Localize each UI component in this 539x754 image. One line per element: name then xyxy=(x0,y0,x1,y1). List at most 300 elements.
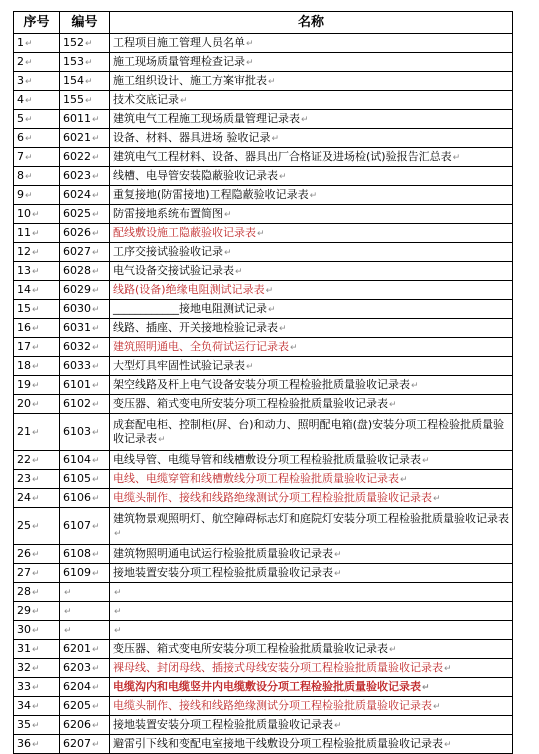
cell-form-code-text: 6026 xyxy=(63,225,91,239)
paragraph-mark-icon: ↵ xyxy=(85,38,93,49)
table-row xyxy=(14,34,513,53)
cell-form-code xyxy=(60,583,110,602)
table-row xyxy=(14,545,513,564)
cell-form-name xyxy=(110,564,513,583)
cell-form-code-text: 6107 xyxy=(63,518,91,532)
table-row xyxy=(14,224,513,243)
cell-form-code-text: 152 xyxy=(63,35,84,49)
cell-form-name-text: 大型灯具牢固性试验记录表 xyxy=(113,358,245,372)
table-body xyxy=(14,34,513,754)
cell-form-code xyxy=(60,451,110,470)
cell-form-code xyxy=(60,602,110,621)
table-row xyxy=(14,697,513,716)
cell-form-name-text: 工程项目施工管理人员名单 xyxy=(113,35,245,49)
cell-form-name xyxy=(110,357,513,376)
table-row xyxy=(14,129,513,148)
paragraph-mark-icon: ↵ xyxy=(32,663,40,674)
cell-form-code-text: 6201 xyxy=(63,641,91,655)
table-row xyxy=(14,243,513,262)
table-row xyxy=(14,508,513,545)
paragraph-mark-icon: ↵ xyxy=(85,95,93,106)
table-row xyxy=(14,678,513,697)
paragraph-mark-icon: ↵ xyxy=(32,739,40,750)
cell-sequence-number xyxy=(14,697,60,716)
table-row xyxy=(14,281,513,300)
cell-sequence-number-text: 13 xyxy=(17,263,31,277)
cell-form-name xyxy=(110,319,513,338)
cell-form-name xyxy=(110,659,513,678)
cell-form-code-text: 6025 xyxy=(63,206,91,220)
cell-form-code xyxy=(60,186,110,205)
cell-sequence-number-text: 26 xyxy=(17,546,31,560)
paragraph-mark-icon: ↵ xyxy=(92,171,100,182)
cell-form-code-text: 155 xyxy=(63,92,84,106)
cell-form-name xyxy=(110,281,513,300)
cell-form-code xyxy=(60,545,110,564)
cell-sequence-number-text: 28 xyxy=(17,584,31,598)
cell-form-code xyxy=(60,678,110,697)
cell-sequence-number-text: 3 xyxy=(17,73,24,87)
paragraph-mark-icon: ↵ xyxy=(32,701,40,712)
paragraph-mark-icon: ↵ xyxy=(114,587,122,598)
paragraph-mark-icon: ↵ xyxy=(433,493,441,504)
cell-form-code xyxy=(60,357,110,376)
cell-form-name-text: 设备、材料、器具进场 验收记录 xyxy=(113,130,271,144)
table-row xyxy=(14,262,513,281)
cell-sequence-number-text: 4 xyxy=(17,92,24,106)
cell-form-code xyxy=(60,205,110,224)
paragraph-mark-icon: ↵ xyxy=(334,549,342,560)
cell-sequence-number xyxy=(14,451,60,470)
cell-sequence-number xyxy=(14,583,60,602)
paragraph-mark-icon: ↵ xyxy=(279,323,287,334)
paragraph-mark-icon: ↵ xyxy=(92,266,100,277)
paragraph-mark-icon: ↵ xyxy=(32,474,40,485)
cell-form-code xyxy=(60,659,110,678)
cell-form-name-text: ____________接地电阻测试记录 xyxy=(113,301,267,315)
cell-form-name xyxy=(110,602,513,621)
cell-form-code xyxy=(60,72,110,91)
cell-form-name xyxy=(110,243,513,262)
cell-form-code xyxy=(60,148,110,167)
paragraph-mark-icon: ↵ xyxy=(92,399,100,410)
paragraph-mark-icon: ↵ xyxy=(32,342,40,353)
paragraph-mark-icon: ↵ xyxy=(32,380,40,391)
cell-form-code-text: 6023 xyxy=(63,168,91,182)
cell-sequence-number xyxy=(14,659,60,678)
table-row xyxy=(14,564,513,583)
cell-form-name xyxy=(110,338,513,357)
cell-form-name xyxy=(110,489,513,508)
paragraph-mark-icon: ↵ xyxy=(224,209,232,220)
cell-form-name-text: 施工现场质量管理检查记录 xyxy=(113,54,245,68)
cell-sequence-number xyxy=(14,91,60,110)
paragraph-mark-icon: ↵ xyxy=(92,152,100,163)
cell-form-name xyxy=(110,300,513,319)
paragraph-mark-icon: ↵ xyxy=(25,38,33,49)
paragraph-mark-icon: ↵ xyxy=(309,190,318,201)
cell-form-code-text: 6029 xyxy=(63,282,91,296)
cell-form-name xyxy=(110,167,513,186)
cell-sequence-number-text: 34 xyxy=(17,698,31,712)
table-header-row xyxy=(14,12,513,34)
paragraph-mark-icon: ↵ xyxy=(257,228,265,239)
cell-sequence-number xyxy=(14,300,60,319)
cell-form-code xyxy=(60,91,110,110)
cell-sequence-number xyxy=(14,489,60,508)
cell-form-code xyxy=(60,167,110,186)
cell-form-name xyxy=(110,376,513,395)
paragraph-mark-icon: ↵ xyxy=(32,455,40,466)
cell-form-name xyxy=(110,205,513,224)
cell-sequence-number xyxy=(14,205,60,224)
cell-form-name-text: 建筑物景观照明灯、航空障碍标志灯和庭院灯安装分项工程检验批质量验收记录表 xyxy=(113,511,509,525)
paragraph-mark-icon: ↵ xyxy=(114,606,122,617)
cell-form-code xyxy=(60,470,110,489)
cell-sequence-number xyxy=(14,319,60,338)
paragraph-mark-icon: ↵ xyxy=(32,644,40,655)
cell-sequence-number xyxy=(14,735,60,754)
paragraph-mark-icon: ↵ xyxy=(301,114,309,125)
table-row xyxy=(14,470,513,489)
paragraph-mark-icon: ↵ xyxy=(32,427,40,438)
paragraph-mark-icon: ↵ xyxy=(32,323,40,334)
cell-sequence-number-text: 36 xyxy=(17,736,31,750)
paragraph-mark-icon: ↵ xyxy=(334,568,342,579)
cell-form-code xyxy=(60,224,110,243)
cell-form-name-text: 建筑照明通电、全负荷试运行记录表 xyxy=(113,339,289,353)
paragraph-mark-icon: ↵ xyxy=(268,304,276,315)
cell-form-name xyxy=(110,678,513,697)
paragraph-mark-icon: ↵ xyxy=(92,663,100,674)
cell-sequence-number-text: 18 xyxy=(17,358,31,372)
paragraph-mark-icon: ↵ xyxy=(32,228,40,239)
cell-form-name-text: 接地装置安装分项工程检验批质量验收记录表 xyxy=(113,565,333,579)
paragraph-mark-icon: ↵ xyxy=(265,285,274,296)
paragraph-mark-icon: ↵ xyxy=(92,247,100,258)
paragraph-mark-icon: ↵ xyxy=(32,247,40,258)
cell-form-code-text: 153 xyxy=(63,54,84,68)
cell-form-code-text: 6024 xyxy=(63,187,91,201)
paragraph-mark-icon: ↵ xyxy=(235,266,243,277)
cell-sequence-number-text: 14 xyxy=(17,282,31,296)
cell-form-code xyxy=(60,300,110,319)
cell-sequence-number xyxy=(14,376,60,395)
cell-form-name-text: 避雷引下线和变配电室接地干线敷设分项工程检验批质量验收记录表 xyxy=(113,736,443,750)
cell-sequence-number-text: 22 xyxy=(17,452,31,466)
paragraph-mark-icon: ↵ xyxy=(85,76,93,87)
cell-form-code xyxy=(60,697,110,716)
table-row xyxy=(14,716,513,735)
cell-sequence-number xyxy=(14,338,60,357)
cell-form-name-text: 建筑电气工程施工现场质量管理记录表 xyxy=(113,111,300,125)
paragraph-mark-icon: ↵ xyxy=(444,663,452,674)
paragraph-mark-icon: ↵ xyxy=(92,474,100,485)
cell-form-name xyxy=(110,186,513,205)
cell-sequence-number-text: 32 xyxy=(17,660,31,674)
paragraph-mark-icon: ↵ xyxy=(224,247,232,258)
cell-sequence-number-text: 6 xyxy=(17,130,24,144)
paragraph-mark-icon: ↵ xyxy=(389,399,397,410)
paragraph-mark-icon: ↵ xyxy=(246,361,254,372)
table-row xyxy=(14,395,513,414)
cell-sequence-number xyxy=(14,243,60,262)
cell-form-name xyxy=(110,414,513,451)
paragraph-mark-icon: ↵ xyxy=(411,380,419,391)
table-row xyxy=(14,110,513,129)
cell-sequence-number-text: 12 xyxy=(17,244,31,258)
cell-form-name xyxy=(110,470,513,489)
paragraph-mark-icon: ↵ xyxy=(92,285,100,296)
cell-form-code-text: 6011 xyxy=(63,111,91,125)
cell-sequence-number-text: 10 xyxy=(17,206,31,220)
cell-sequence-number-text: 9 xyxy=(17,187,24,201)
cell-form-code-text: 6206 xyxy=(63,717,91,731)
cell-form-name xyxy=(110,34,513,53)
cell-sequence-number-text: 20 xyxy=(17,396,31,410)
cell-sequence-number xyxy=(14,414,60,451)
cell-form-code xyxy=(60,110,110,129)
cell-sequence-number-text: 11 xyxy=(17,225,31,239)
header-form-name: 名称 xyxy=(110,12,513,34)
paragraph-mark-icon: ↵ xyxy=(32,304,40,315)
paragraph-mark-icon: ↵ xyxy=(92,521,100,532)
paragraph-mark-icon: ↵ xyxy=(246,38,254,49)
paragraph-mark-icon: ↵ xyxy=(422,455,430,466)
cell-sequence-number xyxy=(14,224,60,243)
cell-form-name xyxy=(110,395,513,414)
paragraph-mark-icon: ↵ xyxy=(32,361,40,372)
cell-form-name-text: 裸母线、封闭母线、插接式母线安装分项工程检验批质量验收记录表 xyxy=(113,660,443,674)
paragraph-mark-icon: ↵ xyxy=(92,549,100,560)
cell-form-name-text: 电线导管、电缆导管和线槽敷设分项工程检验批质量验收记录表 xyxy=(113,452,421,466)
cell-sequence-number-text: 17 xyxy=(17,339,31,353)
paragraph-mark-icon: ↵ xyxy=(25,76,33,87)
cell-sequence-number xyxy=(14,564,60,583)
paragraph-mark-icon: ↵ xyxy=(92,739,100,750)
table-row xyxy=(14,319,513,338)
cell-form-name-text: 施工组织设计、施工方案审批表 xyxy=(113,73,267,87)
cell-form-name xyxy=(110,621,513,640)
paragraph-mark-icon: ↵ xyxy=(25,95,33,106)
header-sequence-number: 序号 xyxy=(14,12,60,34)
cell-form-code-text: 6108 xyxy=(63,546,91,560)
paragraph-mark-icon: ↵ xyxy=(64,606,72,617)
cell-sequence-number xyxy=(14,678,60,697)
paragraph-mark-icon: ↵ xyxy=(114,625,122,636)
cell-sequence-number xyxy=(14,281,60,300)
paragraph-mark-icon: ↵ xyxy=(32,587,40,598)
cell-form-code-text: 6021 xyxy=(63,130,91,144)
cell-form-code-text: 6031 xyxy=(63,320,91,334)
table-row xyxy=(14,451,513,470)
cell-sequence-number xyxy=(14,602,60,621)
paragraph-mark-icon: ↵ xyxy=(114,528,122,539)
cell-form-code-text: 6032 xyxy=(63,339,91,353)
cell-form-name-text: 变压器、箱式变电所安装分项工程检验批质量验收记录表 xyxy=(113,396,388,410)
paragraph-mark-icon: ↵ xyxy=(85,57,93,68)
document-page xyxy=(13,11,512,754)
cell-form-name xyxy=(110,640,513,659)
cell-sequence-number xyxy=(14,621,60,640)
table-row xyxy=(14,338,513,357)
paragraph-mark-icon: ↵ xyxy=(32,606,40,617)
paragraph-mark-icon: ↵ xyxy=(268,76,276,87)
table-row xyxy=(14,205,513,224)
cell-form-code-text: 6205 xyxy=(63,698,91,712)
table-row xyxy=(14,621,513,640)
table-row xyxy=(14,357,513,376)
cell-form-code-text: 6027 xyxy=(63,244,91,258)
cell-sequence-number xyxy=(14,72,60,91)
paragraph-mark-icon: ↵ xyxy=(32,209,40,220)
cell-form-code-text: 6203 xyxy=(63,660,91,674)
paragraph-mark-icon: ↵ xyxy=(32,682,40,693)
record-forms-table xyxy=(13,11,513,754)
paragraph-mark-icon: ↵ xyxy=(92,209,100,220)
cell-form-name-text: 建筑电气工程材料、设备、器具出厂合格证及进场检(试)验报告汇总表 xyxy=(113,149,452,163)
paragraph-mark-icon: ↵ xyxy=(32,266,40,277)
cell-form-code xyxy=(60,319,110,338)
cell-form-code-text: 6101 xyxy=(63,377,91,391)
paragraph-mark-icon: ↵ xyxy=(32,568,40,579)
paragraph-mark-icon: ↵ xyxy=(92,304,100,315)
cell-form-name xyxy=(110,262,513,281)
cell-form-name xyxy=(110,148,513,167)
cell-form-name-text: 成套配电柜、控制柜(屏、台)和动力、照明配电箱(盘)安装分项工程检验批质量验收记录表 xyxy=(113,417,505,445)
paragraph-mark-icon: ↵ xyxy=(64,625,72,636)
paragraph-mark-icon: ↵ xyxy=(92,114,100,125)
cell-sequence-number-text: 25 xyxy=(17,518,31,532)
cell-form-name-text: 电缆头制作、接线和线路绝缘测试分项工程检验批质量验收记录表 xyxy=(113,698,432,712)
cell-sequence-number xyxy=(14,640,60,659)
cell-sequence-number-text: 5 xyxy=(17,111,24,125)
paragraph-mark-icon: ↵ xyxy=(92,455,100,466)
paragraph-mark-icon: ↵ xyxy=(92,228,100,239)
cell-form-code xyxy=(60,489,110,508)
cell-form-code-text: 6106 xyxy=(63,490,91,504)
table-row xyxy=(14,167,513,186)
cell-form-code xyxy=(60,414,110,451)
paragraph-mark-icon: ↵ xyxy=(279,171,287,182)
cell-sequence-number-text: 31 xyxy=(17,641,31,655)
cell-form-code-text: 6030 xyxy=(63,301,91,315)
cell-sequence-number xyxy=(14,53,60,72)
cell-form-code xyxy=(60,395,110,414)
header-form-code: 编号 xyxy=(60,12,110,34)
cell-sequence-number-text: 7 xyxy=(17,149,24,163)
paragraph-mark-icon: ↵ xyxy=(64,587,72,598)
cell-form-code xyxy=(60,243,110,262)
paragraph-mark-icon: ↵ xyxy=(92,380,100,391)
paragraph-mark-icon: ↵ xyxy=(92,568,100,579)
cell-form-name xyxy=(110,110,513,129)
cell-sequence-number xyxy=(14,545,60,564)
cell-sequence-number xyxy=(14,395,60,414)
paragraph-mark-icon: ↵ xyxy=(92,720,100,731)
cell-sequence-number xyxy=(14,262,60,281)
cell-sequence-number-text: 15 xyxy=(17,301,31,315)
cell-sequence-number xyxy=(14,167,60,186)
cell-form-name xyxy=(110,716,513,735)
paragraph-mark-icon: ↵ xyxy=(158,434,166,445)
cell-form-code xyxy=(60,640,110,659)
cell-form-name-text: 电线、电缆穿管和线槽敷线分项工程检验批质量验收记录表 xyxy=(113,471,399,485)
cell-sequence-number-text: 8 xyxy=(17,168,24,182)
cell-form-name-text: 重复接地(防雷接地)工程隐蔽验收记录表 xyxy=(113,187,309,201)
cell-form-name-text: 电气设备交接试验记录表 xyxy=(113,263,234,277)
paragraph-mark-icon: ↵ xyxy=(92,323,100,334)
paragraph-mark-icon: ↵ xyxy=(334,720,342,731)
cell-form-code xyxy=(60,564,110,583)
cell-form-code-text: 6022 xyxy=(63,149,91,163)
paragraph-mark-icon: ↵ xyxy=(32,625,40,636)
cell-sequence-number-text: 16 xyxy=(17,320,31,334)
cell-sequence-number xyxy=(14,470,60,489)
cell-form-code-text: 6207 xyxy=(63,736,91,750)
cell-form-code-text: 6103 xyxy=(63,424,91,438)
cell-form-name xyxy=(110,508,513,545)
cell-form-name-text: 电缆沟内和电缆竖井内电缆敷设分项工程检验批质量验收记录表 xyxy=(113,679,421,693)
paragraph-mark-icon: ↵ xyxy=(444,739,452,750)
cell-form-code xyxy=(60,281,110,300)
cell-sequence-number-text: 19 xyxy=(17,377,31,391)
cell-form-name xyxy=(110,697,513,716)
paragraph-mark-icon: ↵ xyxy=(92,361,100,372)
table-row xyxy=(14,300,513,319)
cell-form-code-text: 6105 xyxy=(63,471,91,485)
paragraph-mark-icon: ↵ xyxy=(25,152,33,163)
paragraph-mark-icon: ↵ xyxy=(92,342,100,353)
paragraph-mark-icon: ↵ xyxy=(246,57,254,68)
cell-form-name-text: 线路、插座、开关接地检验记录表 xyxy=(113,320,278,334)
cell-form-name-text: 防雷接地系统布置简图 xyxy=(113,206,223,220)
cell-form-code xyxy=(60,262,110,281)
cell-sequence-number xyxy=(14,129,60,148)
paragraph-mark-icon: ↵ xyxy=(92,190,100,201)
paragraph-mark-icon: ↵ xyxy=(433,701,441,712)
cell-form-code xyxy=(60,53,110,72)
paragraph-mark-icon: ↵ xyxy=(389,644,397,655)
cell-sequence-number-text: 2 xyxy=(17,54,24,68)
paragraph-mark-icon: ↵ xyxy=(25,190,33,201)
cell-form-name-text: 工序交接试验验收记录 xyxy=(113,244,223,258)
cell-sequence-number-text: 30 xyxy=(17,622,31,636)
cell-form-name-text: 建筑物照明通电试运行检验批质量验收记录表 xyxy=(113,546,333,560)
cell-form-name-text: 变压器、箱式变电所安装分项工程检验批质量验收记录表 xyxy=(113,641,388,655)
table-row xyxy=(14,376,513,395)
paragraph-mark-icon: ↵ xyxy=(32,285,40,296)
cell-sequence-number xyxy=(14,508,60,545)
cell-form-name-text: 技术交底记录 xyxy=(113,92,179,106)
cell-sequence-number xyxy=(14,716,60,735)
cell-form-name xyxy=(110,735,513,754)
cell-form-code-text: 6109 xyxy=(63,565,91,579)
cell-form-code xyxy=(60,376,110,395)
cell-form-name-text: 线槽、电导管安装隐蔽验收记录表 xyxy=(113,168,278,182)
table-row xyxy=(14,148,513,167)
cell-sequence-number-text: 35 xyxy=(17,717,31,731)
paragraph-mark-icon: ↵ xyxy=(92,427,100,438)
paragraph-mark-icon: ↵ xyxy=(32,493,40,504)
paragraph-mark-icon: ↵ xyxy=(32,549,40,560)
cell-form-code xyxy=(60,34,110,53)
cell-sequence-number-text: 24 xyxy=(17,490,31,504)
cell-sequence-number-text: 1 xyxy=(17,35,24,49)
cell-form-code xyxy=(60,716,110,735)
table-row xyxy=(14,72,513,91)
cell-sequence-number xyxy=(14,148,60,167)
